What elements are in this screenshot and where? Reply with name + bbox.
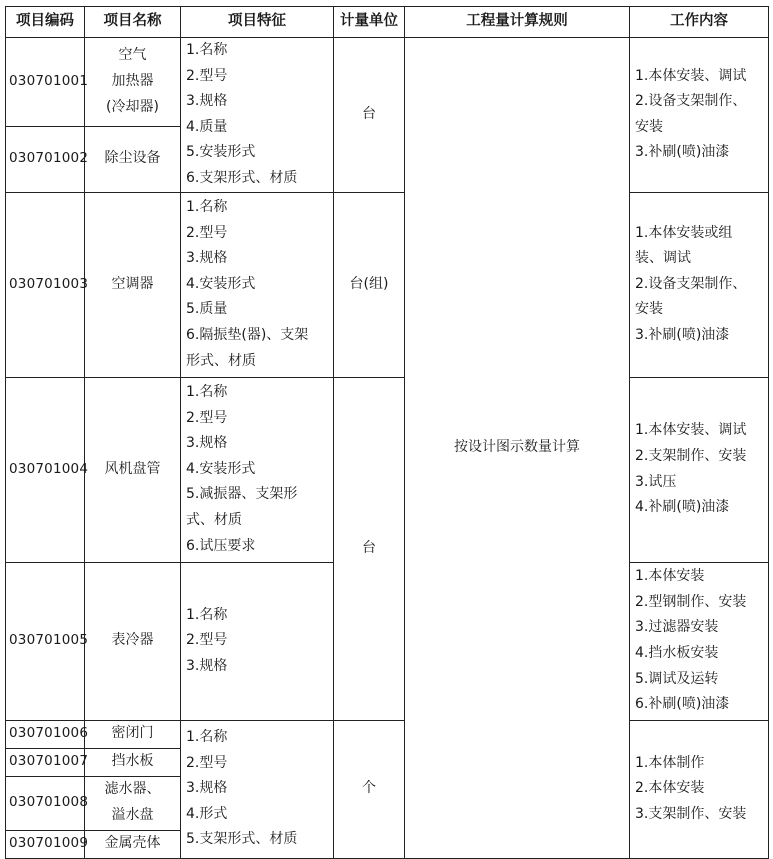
item-code: 030701003	[6, 192, 85, 377]
cell-text-line: 4.补刷(喷)油漆	[635, 499, 730, 516]
cell-text-line: 挡水板	[111, 753, 154, 770]
cell-text-line: 空气	[118, 47, 147, 64]
cell-text-line: 3.规格	[186, 657, 228, 674]
item-code: 030701008	[6, 776, 85, 830]
cell-text-line: 2.型号	[186, 754, 228, 771]
item-code: 030701009	[6, 830, 85, 858]
cell-text-line: 空调器	[111, 275, 154, 292]
cell-text-line: 金属壳体	[104, 835, 161, 852]
cell-text-line: 安装	[635, 301, 663, 318]
cell-text-line: 1.名称	[186, 198, 228, 215]
cell-text-line: 1.名称	[186, 606, 228, 623]
unit-cell: 个	[334, 720, 405, 858]
item-name	[85, 377, 181, 562]
item-features	[181, 38, 334, 193]
work-content	[630, 720, 769, 858]
item-code: 030701006	[6, 720, 85, 748]
item-code: 030701001	[6, 38, 85, 127]
item-code: 030701002	[6, 126, 85, 192]
cell-text-line: 1.名称	[186, 383, 228, 400]
cell-text-line: 3.规格	[186, 93, 228, 110]
cell-text-line: 3.规格	[186, 435, 228, 452]
header-row	[6, 7, 769, 38]
cell-text-line: 4.挡水板安装	[635, 645, 719, 662]
cell-text-line: 3.过滤器安装	[635, 619, 719, 636]
item-code: 030701005	[6, 562, 85, 720]
unit-cell: 台	[334, 38, 405, 193]
header-calc-rule: 工程量计算规则	[405, 7, 630, 38]
work-content	[630, 562, 769, 720]
work-content	[630, 38, 769, 193]
cell-text-line: (冷却器)	[106, 98, 159, 115]
item-name	[85, 192, 181, 377]
cell-text-line: 溢水盘	[111, 807, 154, 824]
cell-text-line: 5.安装形式	[186, 144, 256, 161]
cell-text-line: 1.本体制作	[635, 754, 705, 771]
cell-text-line: 6.支架形式、材质	[186, 169, 298, 186]
cell-text-line: 3.补刷(喷)油漆	[635, 326, 730, 343]
cell-text-line: 3.支架制作、安装	[635, 805, 747, 822]
item-features	[181, 192, 334, 377]
cell-text-line: 加热器	[111, 73, 154, 89]
table-row	[6, 38, 769, 127]
item-code: 030701007	[6, 748, 85, 776]
cell-text-line: 1.本体安装、调试	[635, 67, 747, 84]
cell-text-line: 除尘设备	[104, 150, 161, 167]
cell-text-line: 1.本体安装或组	[635, 224, 733, 241]
table-row	[6, 720, 769, 748]
cell-text-line: 2.设备支架制作、	[635, 275, 747, 292]
cell-text-line: 5.调试及运转	[635, 670, 719, 687]
cell-text-line: 4.安装形式	[186, 460, 256, 477]
cell-text-line: 形式、材质	[186, 352, 256, 369]
cell-text-line: 1.名称	[186, 729, 228, 746]
cell-text-line: 2.型号	[186, 409, 228, 426]
cell-text-line: 4.质量	[186, 118, 228, 135]
cell-text-line: 2.型号	[186, 224, 228, 241]
cell-text-line: 2.型号	[186, 67, 228, 84]
work-content	[630, 377, 769, 562]
cell-text-line: 2.型号	[186, 632, 228, 649]
cell-text-line: 风机盘管	[104, 460, 161, 477]
cell-text-line: 5.减振器、支架形	[186, 486, 298, 503]
item-name	[85, 562, 181, 720]
item-features	[181, 720, 334, 858]
cell-text-line: 滤水器、	[104, 781, 161, 798]
cell-text-line: 安装	[635, 118, 663, 135]
header-work-content: 工作内容	[630, 7, 769, 38]
item-code: 030701004	[6, 377, 85, 562]
unit-cell: 台(组)	[334, 192, 405, 377]
work-content	[630, 192, 769, 377]
cell-text-line: 2.设备支架制作、	[635, 93, 747, 110]
item-name	[85, 776, 181, 830]
header-item-name: 项目名称	[85, 7, 181, 38]
bill-of-quantities-table	[5, 6, 769, 859]
cell-text-line: 6.试压要求	[186, 537, 256, 554]
cell-text-line: 3.规格	[186, 250, 228, 267]
cell-text-line: 4.形式	[186, 805, 228, 822]
cell-text-line: 3.试压	[635, 473, 677, 490]
cell-text-line: 表冷器	[111, 632, 154, 649]
item-name	[85, 830, 181, 858]
cell-text-line: 6.补刷(喷)油漆	[635, 696, 730, 713]
cell-text-line: 4.安装形式	[186, 275, 256, 292]
cell-text-line: 式、材质	[186, 511, 242, 528]
cell-text-line: 2.支架制作、安装	[635, 447, 747, 464]
cell-text-line: 装、调试	[635, 250, 691, 267]
cell-text-line: 6.隔振垫(器)、支架	[186, 326, 309, 343]
cell-text-line: 3.补刷(喷)油漆	[635, 144, 730, 161]
unit-cell: 台	[334, 377, 405, 720]
item-name	[85, 38, 181, 127]
header-item-code: 项目编码	[6, 7, 85, 38]
cell-text-line: 2.本体安装	[635, 780, 705, 797]
cell-text-line: 1.本体安装、调试	[635, 422, 747, 439]
table-row	[6, 377, 769, 562]
cell-text-line: 5.质量	[186, 301, 228, 318]
header-unit: 计量单位	[334, 7, 405, 38]
cell-text-line: 5.支架形式、材质	[186, 831, 298, 848]
calc-rule-cell: 按设计图示数量计算	[405, 38, 630, 859]
table-row	[6, 192, 769, 377]
cell-text-line: 2.型钢制作、安装	[635, 593, 747, 610]
item-features	[181, 377, 334, 562]
cell-text-line: 1.名称	[186, 42, 228, 58]
item-features	[181, 562, 334, 720]
header-item-features: 项目特征	[181, 7, 334, 38]
cell-text-line: 密闭门	[111, 725, 154, 742]
item-name	[85, 748, 181, 776]
item-name	[85, 126, 181, 192]
cell-text-line: 3.规格	[186, 780, 228, 797]
cell-text-line: 1.本体安装	[635, 568, 705, 585]
item-name	[85, 720, 181, 748]
